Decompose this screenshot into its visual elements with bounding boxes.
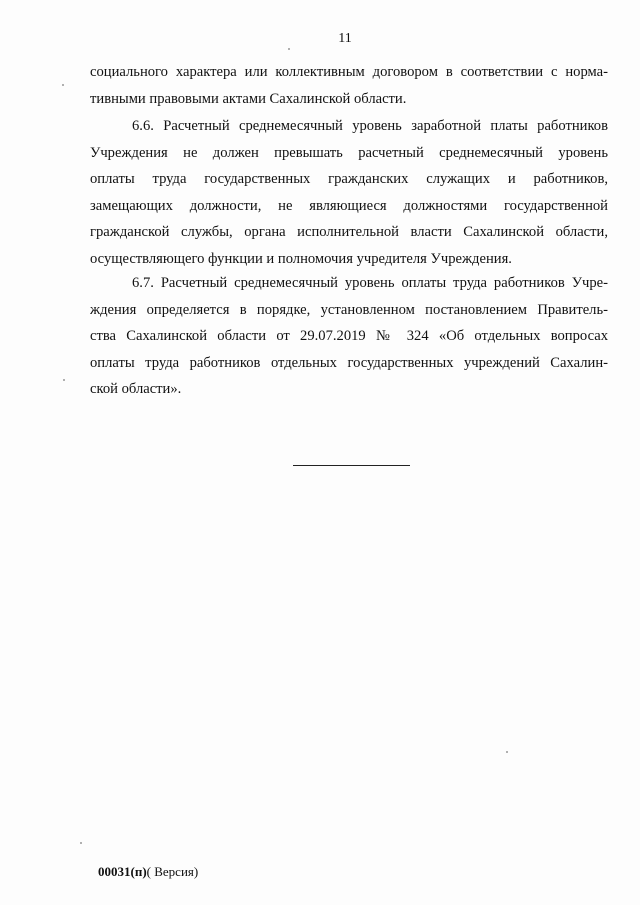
text-line: оплаты труда работников отдельных государственных учреждений Сахалин- bbox=[90, 354, 608, 371]
text-line: осуществляющего функции и полномочия учредителя Учреждения. bbox=[90, 250, 512, 267]
scan-speck bbox=[506, 751, 508, 753]
text-line: оплаты труда государственных гражданских служащих и работников, bbox=[90, 171, 608, 188]
end-divider bbox=[293, 465, 410, 466]
document-footer bbox=[98, 864, 198, 880]
text-line: Учреждения не должен превышать расчетный среднемесячный уровень bbox=[90, 144, 608, 161]
scan-speck bbox=[63, 379, 65, 381]
paragraph-6-6 bbox=[90, 113, 608, 273]
text-line: социального характера или коллективным договором в соответствии с норма- bbox=[90, 64, 608, 80]
text-line: гражданской службы, органа исполнительной власти Сахалинской области, bbox=[90, 224, 608, 241]
scan-speck bbox=[62, 84, 64, 86]
text-line: тивными правовыми актами Сахалинской области. bbox=[90, 90, 407, 107]
text-line: замещающих должности, не являющиеся должностями государственной bbox=[90, 197, 608, 214]
scan-speck bbox=[288, 48, 290, 50]
paragraph-6-7 bbox=[90, 270, 608, 403]
paragraph-continuation bbox=[90, 59, 608, 112]
footer-code: 00031(п) bbox=[98, 864, 147, 879]
text-line: 6.6. Расчетный среднемесячный уровень заработной платы работников bbox=[132, 118, 608, 134]
scan-speck bbox=[80, 842, 82, 844]
text-line: ской области». bbox=[90, 381, 182, 398]
footer-label: ( Версия) bbox=[146, 864, 199, 879]
text-line: ства Сахалинской области от 29.07.2019 № 324 «Об отдельных вопросах bbox=[90, 328, 608, 345]
text-line: ждения определяется в порядке, установленном постановлением Правитель- bbox=[90, 301, 608, 318]
text-line: 6.7. Расчетный среднемесячный уровень оплаты труда работников Учре- bbox=[132, 275, 608, 291]
page-number: 11 bbox=[338, 31, 352, 46]
